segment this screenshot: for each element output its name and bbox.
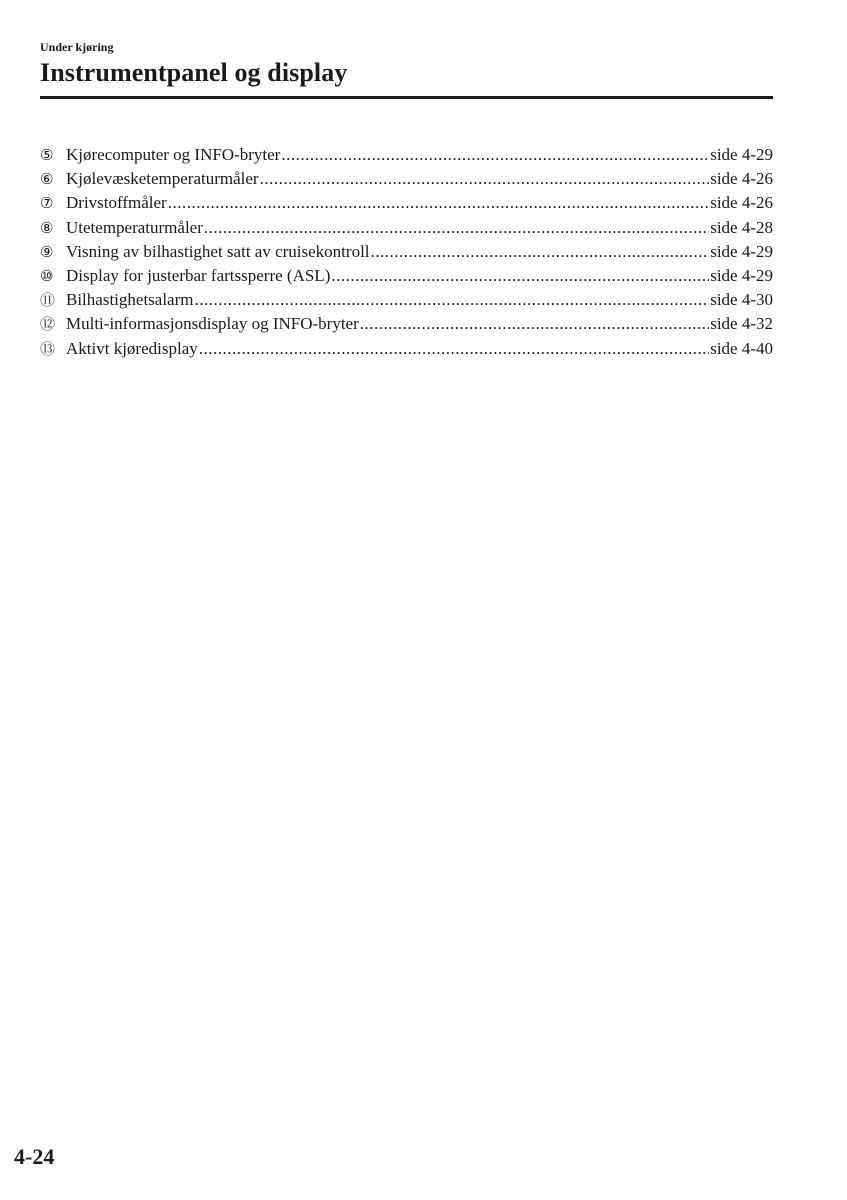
item-label: Drivstoffmåler: [66, 193, 167, 213]
toc-list: [40, 143, 773, 361]
page-reference: side 4-29: [710, 265, 773, 285]
item-number: ⑨: [40, 242, 54, 261]
item-number: ⑩: [40, 266, 54, 285]
toc-entry-6[interactable]: [40, 167, 773, 191]
item-label: Aktivt kjøredisplay: [66, 338, 198, 358]
item-label: Visning av bilhastighet satt av cruisekontroll: [66, 241, 370, 261]
toc-entry-8[interactable]: [40, 216, 773, 240]
page-reference: side 4-30: [710, 290, 773, 310]
toc-entry-7[interactable]: [40, 191, 773, 215]
section-label: Under kjøring: [40, 40, 114, 54]
item-number: ⑧: [40, 218, 54, 237]
item-number: ⑥: [40, 170, 54, 189]
dot-leader: [199, 337, 709, 361]
toc-entry-5[interactable]: [40, 143, 773, 167]
toc-entry-9[interactable]: [40, 240, 773, 264]
page-reference: side 4-29: [710, 241, 773, 261]
dot-leader: [371, 240, 710, 264]
page-reference: side 4-32: [710, 314, 773, 334]
page-title: Instrumentpanel og display: [40, 58, 348, 87]
item-number: ⑬: [40, 339, 56, 358]
page-reference: side 4-26: [710, 193, 773, 213]
toc-entry-11[interactable]: [40, 288, 773, 312]
page-reference: side 4-28: [710, 217, 773, 237]
dot-leader: [331, 264, 709, 288]
item-label: Multi-informasjonsdisplay og INFO-bryter: [66, 314, 359, 334]
toc-entry-10[interactable]: [40, 264, 773, 288]
item-number: ⑫: [40, 315, 56, 334]
page-reference: side 4-29: [710, 145, 773, 164]
dot-leader: [360, 312, 709, 336]
dot-leader: [168, 191, 709, 215]
item-label: Utetemperaturmåler: [66, 217, 203, 237]
toc-entry-13[interactable]: [40, 337, 773, 361]
dot-leader: [281, 143, 709, 167]
page-reference: side 4-26: [710, 169, 773, 189]
title-rule: [40, 96, 773, 99]
page-number: 4-24: [14, 1144, 55, 1169]
item-label: Display for justerbar fartssperre (ASL): [66, 265, 331, 285]
dot-leader: [260, 167, 710, 191]
page-reference: side 4-40: [710, 338, 773, 358]
item-number: ⑦: [40, 194, 54, 213]
item-number: ⑪: [40, 291, 56, 310]
dot-leader: [204, 216, 709, 240]
item-number: ⑤: [40, 146, 54, 164]
toc-entry-12[interactable]: [40, 312, 773, 336]
item-label: Kjølevæsketemperaturmåler: [66, 169, 259, 189]
item-label: Bilhastighetsalarm: [66, 290, 194, 310]
item-label: Kjørecomputer og INFO-bryter: [66, 145, 281, 164]
dot-leader: [194, 288, 709, 312]
